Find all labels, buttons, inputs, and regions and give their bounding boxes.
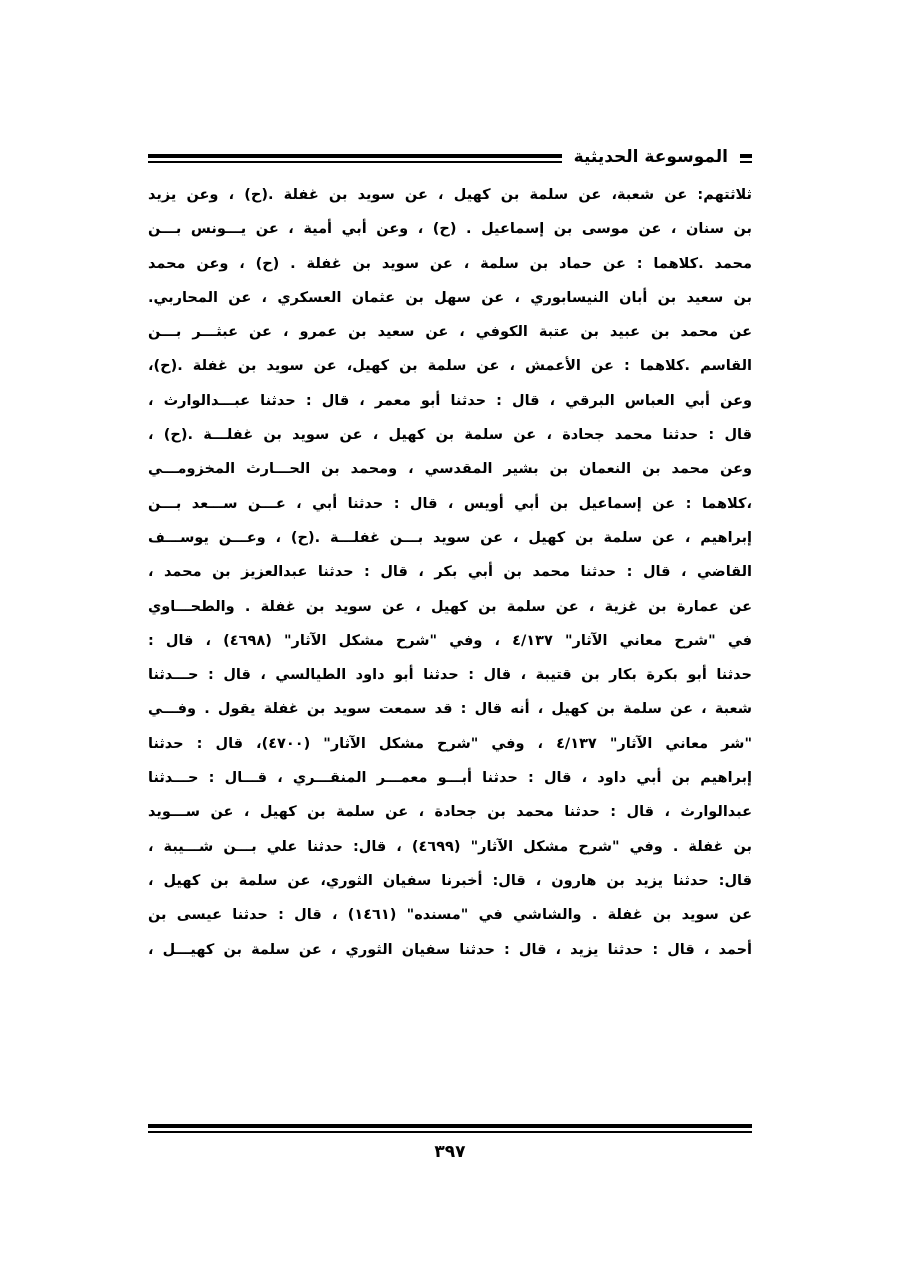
page-number: ٣٩٧ [434,1142,466,1162]
footer-rule-thick [148,1124,752,1128]
text-line: بن سعيد بن أبان النيسابوري ، عن سهل بن عثمان العسكري ، عن المحاربي. [148,289,752,306]
text-line: عن عمارة بن غزية ، عن سلمة بن كهيل ، عن سويد بن غفلة . والطحـــاوي [148,598,752,615]
page-header-title: الموسوعة الحديثية [562,146,740,168]
text-line: إبراهيم بن أبي داود ، قال : حدثنا أبـــو معمـــر المنقـــري ، قـــال : حـــدثنا [148,770,752,787]
body-text [148,178,752,1108]
text-line: محمد .كلاهما : عن حماد بن سلمة ، عن سويد بن غفلة . (ح) ، وعن محمد [148,255,752,272]
text-line: وعن محمد بن النعمان بن بشير المقدسي ، ومحمد بن الحـــارث المخزومـــي [148,461,752,478]
text-line: شعبة ، عن سلمة بن كهيل ، أنه قال : قد سمعت سويد بن غفلة يقول . وفـــي [148,701,752,718]
text-line: عبدالوارث ، قال : حدثنا محمد بن جحادة ، عن سلمة بن كهيل ، عن ســـويد [148,804,752,821]
text-line: القاسم .كلاهما : عن الأعمش ، عن سلمة بن كهيل، عن سويد بن غفلة .(ح)، [148,358,752,375]
text-line: في "شرح معاني الآثار" ٤/١٣٧ ، وفي "شرح مشكل الآثار" (٤٦٩٨) ، قال : [148,632,752,649]
text-line: عن سويد بن غفلة . والشاشي في "مسنده" (١٤٦١) ، قال : حدثنا عيسى بن [148,907,752,924]
text-line: حدثنا أبو بكرة بكار بن قتيبة ، قال : حدثنا أبو داود الطيالسي ، قال : حـــدثنا [148,667,752,684]
text-line: ثلاثتهم: عن شعبة، عن سلمة بن كهيل ، عن سويد بن غفلة .(ح) ، وعن يزيد [148,187,752,203]
text-line: قال : حدثنا محمد جحادة ، عن سلمة بن كهيل ، عن سويد بن غفلـــة .(ح) ، [148,427,752,444]
text-line: أحمد ، قال : حدثنا يزيد ، قال : حدثنا سفيان الثوري ، عن سلمة بن كهيـــل ، [148,941,752,958]
page-header [148,140,752,176]
text-line: قال: حدثنا يزيد بن هارون ، قال: أخبرنا سفيان الثوري، عن سلمة بن كهيل ، [148,872,752,889]
text-line: القاضي ، قال : حدثنا محمد بن أبي بكر ، قال : حدثنا عبدالعزيز بن محمد ، [148,564,752,581]
footer-rule-thin [148,1131,752,1133]
text-line: عن محمد بن عبيد بن عتبة الكوفي ، عن سعيد بن عمرو ، عن عبثـــر بـــن [148,324,752,341]
text-line: "شر معاني الآثار" ٤/١٣٧ ، وفي "شرح مشكل الآثار" (٤٧٠٠)، قال : حدثنا [148,735,752,752]
text-line: وعن أبي العباس البرقي ، قال : حدثنا أبو معمر ، قال : حدثنا عبـــدالوارث ، [148,392,752,409]
text-line: ،كلاهما : عن إسماعيل بن أبي أويس ، قال : حدثنا أبي ، عـــن ســـعد بـــن [148,495,752,512]
text-line: بن سنان ، عن موسى بن إسماعيل . (ح) ، وعن أبي أمية ، عن يـــونس بـــن [148,221,752,238]
text-line: بن غفلة . وفي "شرح مشكل الآثار" (٤٦٩٩) ، قال: حدثنا علي بـــن شـــيبة ، [148,838,752,855]
text-line: إبراهيم ، عن سلمة بن كهيل ، عن سويد بـــن غفلـــة .(ح) ، وعـــن يوســـف [148,529,752,546]
